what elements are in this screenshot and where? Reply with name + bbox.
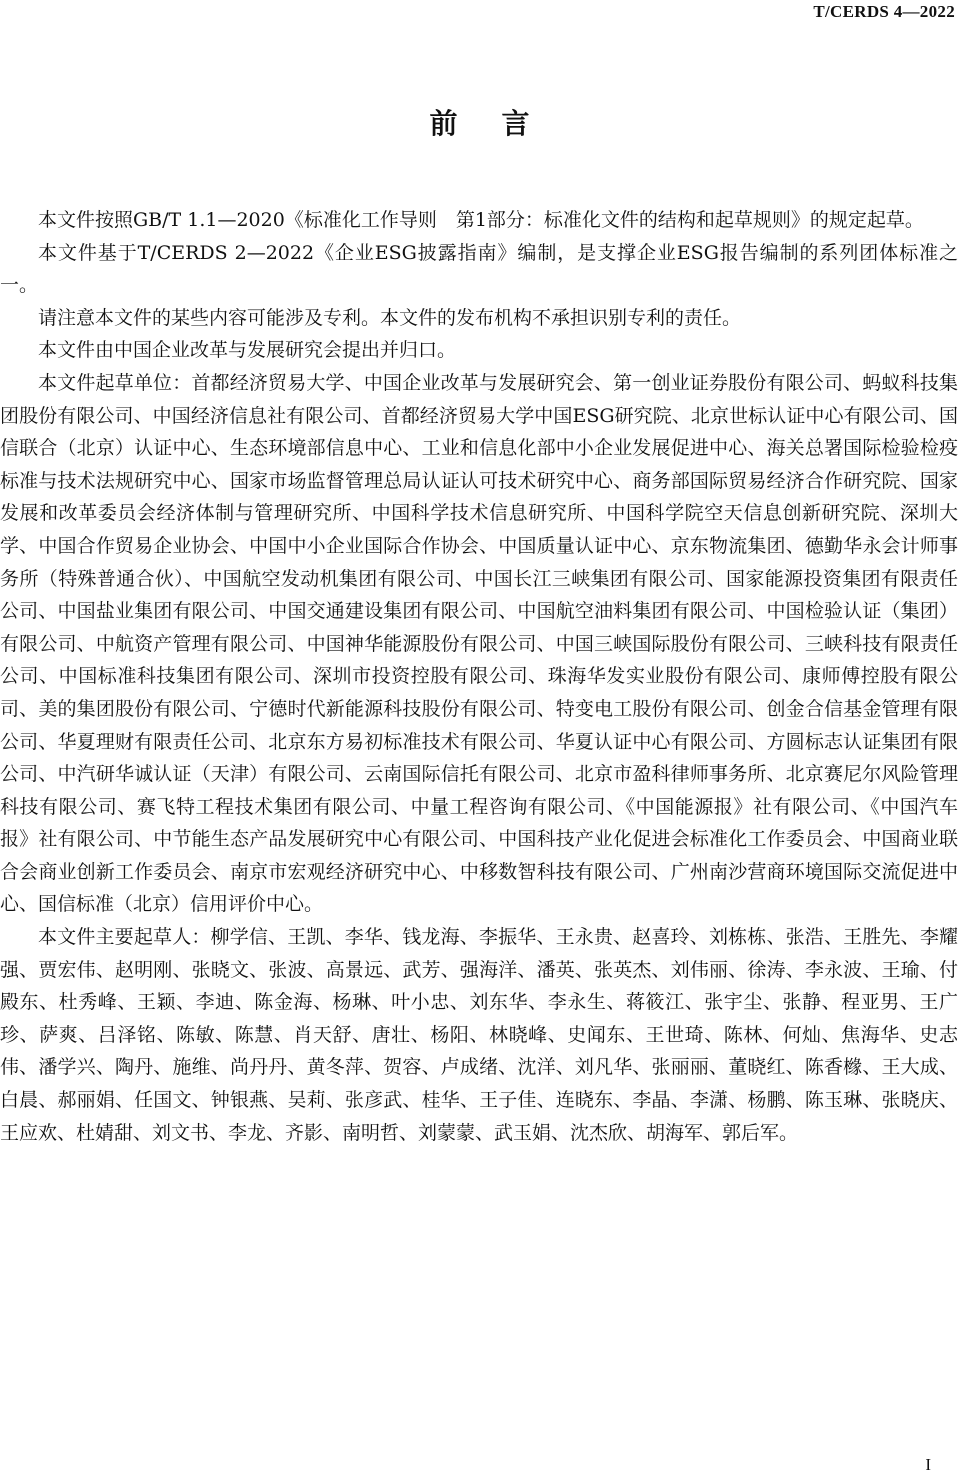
- paragraph-basis: 本文件基于T/CERDS 2—2022《企业ESG披露指南》编制，是支撑企业ESG报告编制的系列团体标准之一。: [0, 241, 958, 297]
- paragraph-patent-notice: 请注意本文件的某些内容可能涉及专利。本文件的发布机构不承担识别专利的责任。: [38, 306, 742, 329]
- paragraph-proposer: 本文件由中国企业改革与发展研究会提出并归口。: [38, 339, 457, 362]
- document-code: T/CERDS 4—2022: [813, 2, 955, 21]
- paragraph-drafters: 本文件主要起草人：柳学信、王凯、李华、钱龙海、李振华、王永贵、赵喜玲、刘栋栋、张浩、王胜先、李耀强、贾宏伟、赵明刚、张晓文、张波、高景远、武芳、强海洋、潘英、张英杰、刘伟丽、徐涛、李永波、王瑜、付殿东、杜秀峰、王颖、李迪、陈金海、杨琳、叶小忠、刘东华、李永生、蒋筱江、张宇尘、张静、程亚男、王广珍、萨爽、吕泽铭、陈敏、陈慧、肖天舒、唐壮、杨阳、林晓峰、史闻东、王世琦、陈林、何灿、焦海华、史志伟、潘学兴、陶丹、施维、尚丹丹、黄冬萍、贺容、卢成绪、沈洋、刘凡华、张丽丽、董晓红、陈香橼、王大成、白晨、郝丽娟、任国文、钟银燕、吴莉、张彦武、桂华、王子佳、连晓东、李晶、李潇、杨鹏、陈玉琳、张晓庆、王应欢、杜婧甜、刘文书、李龙、齐影、南明哲、刘蒙蒙、武玉娟、沈杰欣、胡海军、郭后军。: [0, 926, 958, 1144]
- page-title: 前言: [429, 107, 574, 140]
- foreword-body: [0, 204, 958, 1149]
- page-number: I: [925, 1455, 931, 1474]
- paragraph-drafting-rules: 本文件按照GB/T 1.1—2020《标准化工作导则 第1部分：标准化文件的结构和起草规则》的规定起草。: [38, 209, 924, 231]
- paragraph-drafting-units: 本文件起草单位：首都经济贸易大学、中国企业改革与发展研究会、第一创业证券股份有限公司、蚂蚁科技集团股份有限公司、中国经济信息社有限公司、首都经济贸易大学中国ESG研究院、北京世标认证中心有限公司、国信联合（北京）认证中心、生态环境部信息中心、工业和信息化部中小企业发展促进中心、海关总署国际检验检疫标准与技术法规研究中心、国家市场监督管理总局认证认可技术研究中心、商务部国际贸易经济合作研究院、国家发展和改革委员会经济体制与管理研究所、中国科学技术信息研究所、中国科学院空天信息创新研究院、深圳大学、中国合作贸易企业协会、中国中小企业国际合作协会、中国质量认证中心、京东物流集团、德勤华永会计师事务所（特殊普通合伙）、中国航空发动机集团有限公司、中国长江三峡集团有限公司、国家能源投资集团有限责任公司、中国盐业集团有限公司、中国交通建设集团有限公司、中国航空油料集团有限公司、中国检验认证（集团）有限公司、中航资产管理有限公司、中国神华能源股份有限公司、中国三峡国际股份有限公司、三峡科技有限责任公司、中国标准科技集团有限公司、深圳市投资控股有限公司、珠海华发实业股份有限公司、康师傅控股有限公司、美的集团股份有限公司、宁德时代新能源科技股份有限公司、特变电工股份有限公司、创金合信基金管理有限公司、华夏理财有限责任公司、北京东方易初标准技术有限公司、华夏认证中心有限公司、方圆标志认证集团有限公司、中汽研华诚认证（天津）有限公司、云南国际信托有限公司、北京市盈科律师事务所、北京赛尼尔风险管理科技有限公司、赛飞特工程技术集团有限公司、中量工程咨询有限公司、《中国能源报》社有限公司、《中国汽车报》社有限公司、中节能生态产品发展研究中心有限公司、中国科技产业化促进会标准化工作委员会、中国商业联合会商业创新工作委员会、南京市宏观经济研究中心、中移数智科技有限公司、广州南沙营商环境国际交流促进中心、国信标准（北京）信用评价中心。: [0, 371, 958, 916]
